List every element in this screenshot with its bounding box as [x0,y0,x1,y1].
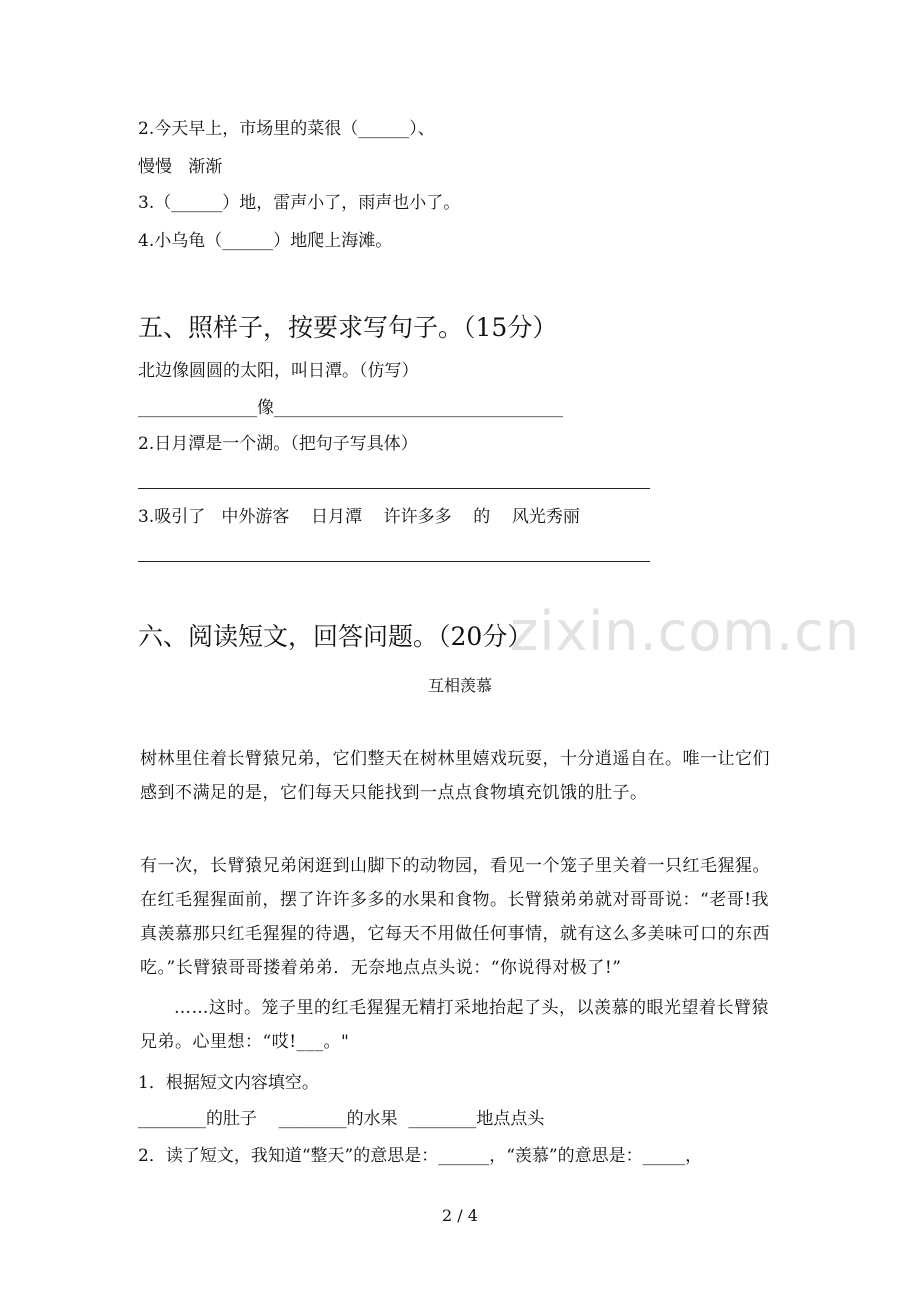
passage-title: 互相羡慕 [427,676,492,695]
answer-line [138,561,650,562]
section-5-item-1-blank: ______________像__________________________________ [138,398,563,418]
q4-item-3: 3.（______）地，雷声小了，雨声也小了。 [138,193,461,213]
q4-word-bank: 慢慢 渐渐 [138,157,223,177]
passage-paragraph-3: ……这时。笼子里的红毛猩猩无精打采地抬起了头，以羡慕的眼光望着长臂猿兄弟。心里想：“哎!___。" [140,998,769,1052]
q4-item-4: 4.小乌龟（______）地爬上海滩。 [138,231,393,251]
page-number: 2 / 4 [442,1206,478,1225]
answer-line [138,488,650,489]
section-6-heading: 六、阅读短文，回答问题。（20分） [138,622,533,651]
question-1: 1．根据短文内容填空。 [138,1073,319,1093]
q4-item-2: 2.今天早上，市场里的菜很（______）、 [138,119,435,139]
section-5-item-3: 3.吸引了 中外游客 日月潭 许许多多 的 风光秀丽 [138,507,580,527]
section-5-item-2: 2.日月潭是一个湖。（把句子写具体） [138,434,418,454]
passage-paragraph-1: 树林里住着长臂猿兄弟，它们整天在树林里嬉戏玩耍，十分逍遥自在。唯一让它们感到不满足的是，它们每天只能找到一点点食物填充饥饿的肚子。 [140,749,770,803]
watermark: zixin.com.cn [510,600,861,663]
section-5-heading: 五、照样子，按要求写句子。（15分） [138,313,558,342]
question-2: 2．读了短文，我知道“整天”的意思是：______，“羡慕”的意思是：_____， [138,1146,703,1166]
section-5-item-1: 北边像圆圆的太阳，叫日潭。（仿写） [138,361,419,381]
question-1-blanks: ________的肚子 ________的水果 ________地点点头 [138,1109,545,1129]
passage-paragraph-2: 有一次，长臂猿兄弟闲逛到山脚下的动物园，看见一个笼子里关着一只红毛猩猩。在红毛猩猩面前，摆了许许多多的水果和食物。长臂猿弟弟就对哥哥说：“老哥!我真羡慕那只红毛猩猩的待遇，它每天不用做任何事情，就有这么多美味可口的东西吃。”长臂猿哥哥搂着弟弟．无奈地点点头说：“你说得对极了!” [140,856,770,978]
